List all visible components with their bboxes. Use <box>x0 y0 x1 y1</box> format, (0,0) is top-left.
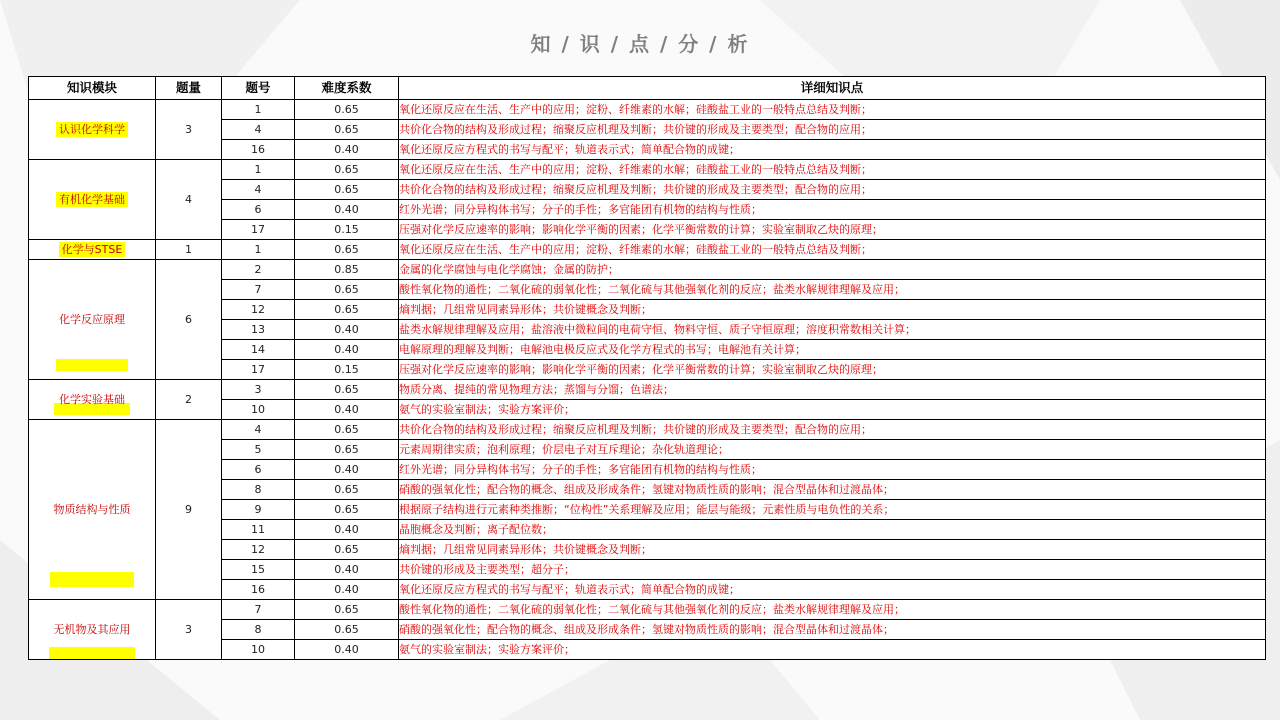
knowledge-detail: 红外光谱；同分异构体书写；分子的手性；多官能团有机物的结构与性质； <box>399 200 1266 220</box>
question-number: 6 <box>222 200 295 220</box>
knowledge-detail: 酸性氧化物的通性；二氧化硫的弱氧化性；二氧化硫与其他强氧化剂的反应；盐类水解规律理解及应用； <box>399 600 1266 620</box>
knowledge-detail: 熵判据；几组常见同素异形体；共价键概念及判断； <box>399 540 1266 560</box>
difficulty-value: 0.65 <box>295 480 399 500</box>
question-number: 6 <box>222 460 295 480</box>
knowledge-detail: 压强对化学反应速率的影响；影响化学平衡的因素；化学平衡常数的计算；实验室制取乙炔的原理； <box>399 220 1266 240</box>
knowledge-detail: 共价化合物的结构及形成过程；缩聚反应机理及判断；共价键的形成及主要类型；配合物的应用； <box>399 420 1266 440</box>
knowledge-detail: 硝酸的强氧化性；配合物的概念、组成及形成条件；氢键对物质性质的影响；混合型晶体和过渡晶体； <box>399 620 1266 640</box>
knowledge-detail: 氧化还原反应在生活、生产中的应用；淀粉、纤维素的水解；硅酸盐工业的一般特点总结及判断； <box>399 240 1266 260</box>
question-number: 12 <box>222 300 295 320</box>
question-number: 7 <box>222 600 295 620</box>
module-label: 有机化学基础 <box>56 192 128 207</box>
difficulty-value: 0.40 <box>295 340 399 360</box>
knowledge-detail: 氨气的实验室制法；实验方案评价； <box>399 640 1266 660</box>
knowledge-detail: 晶胞概念及判断；离子配位数； <box>399 520 1266 540</box>
knowledge-detail: 红外光谱；同分异构体书写；分子的手性；多官能团有机物的结构与性质； <box>399 460 1266 480</box>
question-number: 8 <box>222 480 295 500</box>
question-number: 5 <box>222 440 295 460</box>
header-count: 题量 <box>156 77 222 100</box>
knowledge-detail: 共价化合物的结构及形成过程；缩聚反应机理及判断；共价键的形成及主要类型；配合物的应用； <box>399 120 1266 140</box>
header-module: 知识模块 <box>29 77 156 100</box>
difficulty-value: 0.65 <box>295 540 399 560</box>
question-number: 10 <box>222 400 295 420</box>
question-number: 7 <box>222 280 295 300</box>
table-header-row <box>29 77 1266 100</box>
difficulty-value: 0.15 <box>295 220 399 240</box>
question-number: 14 <box>222 340 295 360</box>
module-cell <box>29 420 156 600</box>
difficulty-value: 0.65 <box>295 440 399 460</box>
difficulty-value: 0.15 <box>295 360 399 380</box>
question-count: 2 <box>156 380 222 420</box>
difficulty-value: 0.65 <box>295 500 399 520</box>
knowledge-detail: 酸性氧化物的通性；二氧化硫的弱氧化性；二氧化硫与其他强氧化剂的反应；盐类水解规律理解及应用； <box>399 280 1266 300</box>
knowledge-detail: 硝酸的强氧化性；配合物的概念、组成及形成条件；氢键对物质性质的影响；混合型晶体和过渡晶体； <box>399 480 1266 500</box>
question-number: 17 <box>222 220 295 240</box>
knowledge-detail: 金属的化学腐蚀与电化学腐蚀；金属的防护； <box>399 260 1266 280</box>
difficulty-value: 0.40 <box>295 640 399 660</box>
header-number: 题号 <box>222 77 295 100</box>
difficulty-value: 0.65 <box>295 180 399 200</box>
header-detail: 详细知识点 <box>399 77 1266 100</box>
question-number: 15 <box>222 560 295 580</box>
table-row <box>29 380 1266 400</box>
knowledge-detail: 氧化还原反应方程式的书写与配平；轨道表示式；简单配合物的成键； <box>399 140 1266 160</box>
table-row <box>29 420 1266 440</box>
table-row <box>29 600 1266 620</box>
page-title: 知 / 识 / 点 / 分 / 析 <box>530 32 750 56</box>
module-label: 化学与STSE <box>59 242 126 257</box>
module-cell <box>29 380 156 420</box>
knowledge-detail: 元素周期律实质；泡利原理；价层电子对互斥理论；杂化轨道理论； <box>399 440 1266 460</box>
header-difficulty: 难度系数 <box>295 77 399 100</box>
question-number: 16 <box>222 140 295 160</box>
table-row <box>29 160 1266 180</box>
knowledge-detail: 氧化还原反应在生活、生产中的应用；淀粉、纤维素的水解；硅酸盐工业的一般特点总结及判断； <box>399 160 1266 180</box>
difficulty-value: 0.65 <box>295 240 399 260</box>
knowledge-detail: 压强对化学反应速率的影响；影响化学平衡的因素；化学平衡常数的计算；实验室制取乙炔的原理； <box>399 360 1266 380</box>
question-number: 9 <box>222 500 295 520</box>
highlight-mark <box>50 572 134 587</box>
question-number: 11 <box>222 520 295 540</box>
difficulty-value: 0.65 <box>295 160 399 180</box>
question-number: 3 <box>222 380 295 400</box>
difficulty-value: 0.40 <box>295 460 399 480</box>
question-number: 13 <box>222 320 295 340</box>
question-number: 1 <box>222 240 295 260</box>
difficulty-value: 0.40 <box>295 580 399 600</box>
module-cell <box>29 160 156 240</box>
difficulty-value: 0.65 <box>295 620 399 640</box>
difficulty-value: 0.65 <box>295 280 399 300</box>
question-count: 4 <box>156 160 222 240</box>
question-number: 4 <box>222 120 295 140</box>
difficulty-value: 0.65 <box>295 420 399 440</box>
knowledge-detail: 共价键的形成及主要类型；超分子； <box>399 560 1266 580</box>
module-label: 物质结构与性质 <box>53 502 131 516</box>
module-label: 化学实验基础 <box>59 392 125 406</box>
question-number: 2 <box>222 260 295 280</box>
question-count: 1 <box>156 240 222 260</box>
difficulty-value: 0.40 <box>295 400 399 420</box>
knowledge-detail: 氨气的实验室制法；实验方案评价； <box>399 400 1266 420</box>
question-count: 6 <box>156 260 222 380</box>
knowledge-detail: 氧化还原反应方程式的书写与配平；轨道表示式；简单配合物的成键； <box>399 580 1266 600</box>
difficulty-value: 0.65 <box>295 120 399 140</box>
difficulty-value: 0.40 <box>295 200 399 220</box>
difficulty-value: 0.40 <box>295 520 399 540</box>
question-number: 1 <box>222 160 295 180</box>
difficulty-value: 0.65 <box>295 600 399 620</box>
question-count: 3 <box>156 100 222 160</box>
difficulty-value: 0.40 <box>295 140 399 160</box>
question-number: 10 <box>222 640 295 660</box>
knowledge-detail: 熵判据；几组常见同素异形体；共价键概念及判断； <box>399 300 1266 320</box>
question-count: 3 <box>156 600 222 660</box>
question-number: 1 <box>222 100 295 120</box>
question-count: 9 <box>156 420 222 600</box>
question-number: 16 <box>222 580 295 600</box>
table-body <box>29 100 1266 660</box>
table-row <box>29 260 1266 280</box>
question-number: 17 <box>222 360 295 380</box>
table-row <box>29 100 1266 120</box>
module-cell <box>29 100 156 160</box>
highlight-mark <box>56 359 128 371</box>
question-number: 12 <box>222 540 295 560</box>
highlight-mark <box>49 647 135 659</box>
module-cell <box>29 260 156 380</box>
question-number: 4 <box>222 420 295 440</box>
difficulty-value: 0.40 <box>295 320 399 340</box>
knowledge-detail: 共价化合物的结构及形成过程；缩聚反应机理及判断；共价键的形成及主要类型；配合物的应用； <box>399 180 1266 200</box>
difficulty-value: 0.65 <box>295 380 399 400</box>
module-cell <box>29 600 156 660</box>
knowledge-detail: 盐类水解规律理解及应用；盐溶液中微粒间的电荷守恒、物料守恒、质子守恒原理；溶度积常数相关计算； <box>399 320 1266 340</box>
difficulty-value: 0.85 <box>295 260 399 280</box>
module-label: 认识化学科学 <box>56 122 128 137</box>
question-number: 8 <box>222 620 295 640</box>
knowledge-detail: 物质分离、提纯的常见物理方法；蒸馏与分馏；色谱法； <box>399 380 1266 400</box>
question-number: 4 <box>222 180 295 200</box>
knowledge-detail: 电解原理的理解及判断；电解池电极反应式及化学方程式的书写；电解池有关计算； <box>399 340 1266 360</box>
knowledge-detail: 氧化还原反应在生活、生产中的应用；淀粉、纤维素的水解；硅酸盐工业的一般特点总结及判断； <box>399 100 1266 120</box>
table-row <box>29 240 1266 260</box>
knowledge-table <box>28 76 1266 660</box>
difficulty-value: 0.40 <box>295 560 399 580</box>
module-label: 无机物及其应用 <box>53 622 131 636</box>
knowledge-detail: 根据原子结构进行元素种类推断；“位构性”关系理解及应用；能层与能级；元素性质与电负性的关系； <box>399 500 1266 520</box>
module-label: 化学反应原理 <box>59 312 125 326</box>
difficulty-value: 0.65 <box>295 100 399 120</box>
module-cell <box>29 240 156 260</box>
difficulty-value: 0.65 <box>295 300 399 320</box>
